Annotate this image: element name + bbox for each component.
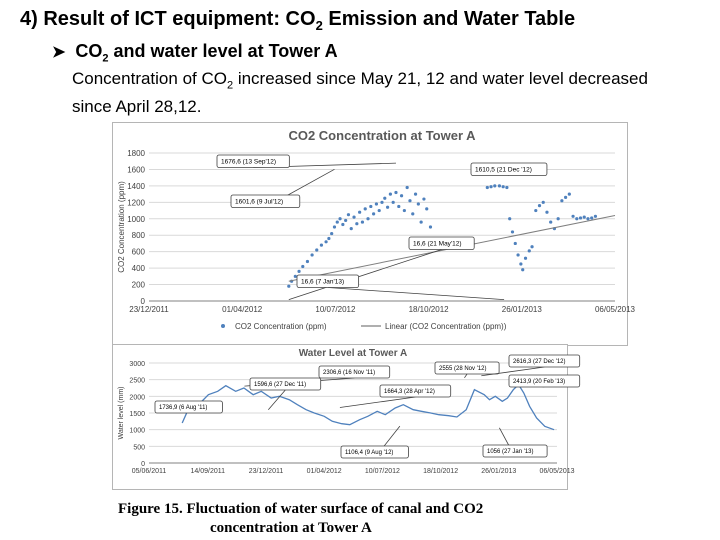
data-point <box>422 197 425 200</box>
annotation-label: 2555 (28 Nov '12) <box>439 366 487 372</box>
data-point <box>530 245 533 248</box>
co2-chart <box>112 122 636 346</box>
arrow-bullet-icon: ➤ <box>52 44 66 61</box>
y-axis-label: CO2 Concentration (ppm) <box>117 181 126 273</box>
data-point <box>394 191 397 194</box>
chart-title: CO2 Concentration at Tower A <box>288 128 476 143</box>
x-tick-label: 05/06/2011 <box>131 468 167 475</box>
x-tick-label: 01/04/2012 <box>306 468 342 475</box>
x-tick-label: 18/10/2012 <box>408 305 449 314</box>
data-point <box>545 211 548 214</box>
data-point <box>511 230 514 233</box>
annotation-label: 2306,6 (16 Nov '11) <box>323 370 376 376</box>
data-point <box>311 253 314 256</box>
annotation-label: 1056 (27 Jan '13) <box>487 449 534 455</box>
y-tick-label: 1200 <box>127 198 145 208</box>
x-tick-label: 10/07/2012 <box>364 468 400 475</box>
data-point <box>361 220 364 223</box>
y-tick-label: 200 <box>131 280 145 290</box>
data-point <box>560 199 563 202</box>
data-point <box>564 196 567 199</box>
y-axis-label: Water level (mm) <box>118 386 125 440</box>
annotation-label: 1601,6 (9 Jul'12) <box>235 198 284 206</box>
y-tick-label: 500 <box>133 444 145 452</box>
slide-title: 4) Result of ICT equipment: $CO_2$ Emission and Water Table <box>20 8 576 33</box>
y-tick-label: 800 <box>131 231 145 241</box>
data-point <box>355 222 358 225</box>
data-point <box>403 209 406 212</box>
data-point <box>549 220 552 223</box>
data-point <box>420 220 423 223</box>
co2-chart-canvas <box>113 123 636 345</box>
data-point <box>498 184 501 187</box>
annotation-pointer <box>268 390 285 410</box>
data-point <box>583 216 586 219</box>
annotation-label: 1676,6 (13 Sep'12) <box>221 158 277 166</box>
data-point <box>514 242 517 245</box>
data-point <box>557 217 560 220</box>
data-point <box>571 215 574 218</box>
x-tick-label: 01/04/2012 <box>222 305 263 314</box>
data-point <box>327 237 330 240</box>
data-point <box>372 212 375 215</box>
legend-label: CO2 Concentration (ppm) <box>235 322 327 331</box>
data-point <box>336 220 339 223</box>
data-point <box>538 204 541 207</box>
data-point <box>358 211 361 214</box>
x-tick-label: 26/01/2013 <box>501 305 542 314</box>
x-tick-label: 06/05/2013 <box>539 468 575 475</box>
data-point <box>297 270 300 273</box>
annotation-pointer <box>328 288 504 300</box>
data-point <box>568 193 571 196</box>
data-point <box>333 225 336 228</box>
data-point <box>586 217 589 220</box>
data-point <box>411 212 414 215</box>
data-point <box>486 186 489 189</box>
data-point <box>417 202 420 205</box>
data-point <box>330 232 333 235</box>
data-point <box>383 197 386 200</box>
annotation-label: 16,6 (21 May'12) <box>413 240 462 248</box>
y-tick-label: 2500 <box>129 377 145 385</box>
y-tick-label: 0 <box>141 461 145 468</box>
water-level-chart <box>112 344 575 490</box>
y-tick-label: 0 <box>140 297 145 306</box>
figure-caption <box>118 500 638 538</box>
y-tick-label: 1600 <box>127 165 145 175</box>
y-tick-label: 1500 <box>129 411 145 418</box>
data-point <box>521 268 524 271</box>
annotation-pointer <box>340 397 415 408</box>
data-point <box>389 193 392 196</box>
y-tick-label: 400 <box>131 264 145 274</box>
caption-line-1: Figure 15. Fluctuation of water surface of canal and CO2 <box>118 501 484 517</box>
data-point <box>392 201 395 204</box>
data-point <box>524 257 527 260</box>
data-point <box>493 184 496 187</box>
y-tick-label: 1800 <box>127 149 145 158</box>
x-tick-label: 26/01/2013 <box>481 468 517 475</box>
data-point <box>528 249 531 252</box>
data-point <box>301 265 304 268</box>
x-tick-label: 10/07/2012 <box>315 305 356 314</box>
y-tick-label: 2000 <box>129 394 145 402</box>
bullet-heading: ➤ $CO_2$ and water level at Tower A <box>52 41 338 65</box>
annotation-label: 1106,4 (9 Aug '12) <box>345 450 394 456</box>
data-point <box>408 199 411 202</box>
data-point <box>341 223 344 226</box>
annotation-label: 1596,6 (27 Dec '11) <box>254 382 307 388</box>
data-point <box>306 260 309 263</box>
series-line <box>182 385 554 430</box>
data-point <box>315 248 318 251</box>
annotation-label: 16,6 (7 Jan'13) <box>301 278 345 286</box>
data-point <box>364 207 367 210</box>
data-point <box>350 227 353 230</box>
y-tick-label: 1000 <box>127 214 145 224</box>
annotation-label: 2413,9 (20 Feb '13) <box>513 379 566 385</box>
water-level-chart-canvas <box>113 345 575 489</box>
data-point <box>324 240 327 243</box>
data-point <box>489 185 492 188</box>
x-tick-label: 06/05/2013 <box>594 305 636 314</box>
x-tick-label: 23/12/2011 <box>248 468 284 475</box>
data-point <box>375 202 378 205</box>
data-point <box>542 201 545 204</box>
data-point <box>425 207 428 210</box>
annotation-pointer <box>464 374 467 378</box>
data-point <box>414 193 417 196</box>
data-point <box>344 219 347 222</box>
annotation-label: 2616,3 (27 Dec '12) <box>513 359 566 365</box>
data-point <box>429 225 432 228</box>
data-point <box>366 217 369 220</box>
y-tick-label: 1000 <box>129 427 145 435</box>
data-point <box>575 217 578 220</box>
data-point <box>519 262 522 265</box>
x-tick-label: 14/09/2011 <box>190 468 226 475</box>
data-point <box>352 216 355 219</box>
data-point <box>502 185 505 188</box>
y-tick-label: 600 <box>131 247 145 257</box>
data-point <box>505 186 508 189</box>
x-tick-label: 18/10/2012 <box>423 468 459 475</box>
annotation-pointer <box>289 250 442 300</box>
legend-marker <box>221 324 225 328</box>
annotation-label: 1610,5 (21 Dec '12) <box>475 166 532 174</box>
data-point <box>294 275 297 278</box>
data-point <box>400 194 403 197</box>
data-point <box>287 285 290 288</box>
data-point <box>386 206 389 209</box>
data-point <box>406 186 409 189</box>
data-point <box>516 253 519 256</box>
legend-label: Linear (CO2 Concentration (ppm)) <box>385 322 507 331</box>
description-text: Concentration of $CO_2$ increased since May 21, 12 and water level decreased since April 28,12. <box>72 69 648 117</box>
data-point <box>594 215 597 218</box>
data-point <box>579 216 582 219</box>
data-point <box>378 209 381 212</box>
y-tick-label: 3000 <box>129 361 145 368</box>
data-point <box>369 205 372 208</box>
data-point <box>590 216 593 219</box>
chart-title: Water Level at Tower A <box>298 348 408 359</box>
data-point <box>397 205 400 208</box>
data-point <box>320 243 323 246</box>
annotation-label: 1664,3 (28 Apr '12) <box>384 389 435 395</box>
data-point <box>380 201 383 204</box>
y-tick-label: 1400 <box>127 181 145 191</box>
data-point <box>508 217 511 220</box>
annotation-label: 1736,9 (6 Aug '11) <box>159 405 208 411</box>
data-point <box>338 217 341 220</box>
data-point <box>347 213 350 216</box>
caption-line-2: concentration at Tower A <box>210 520 372 536</box>
x-tick-label: 23/12/2011 <box>129 305 169 314</box>
data-point <box>534 209 537 212</box>
